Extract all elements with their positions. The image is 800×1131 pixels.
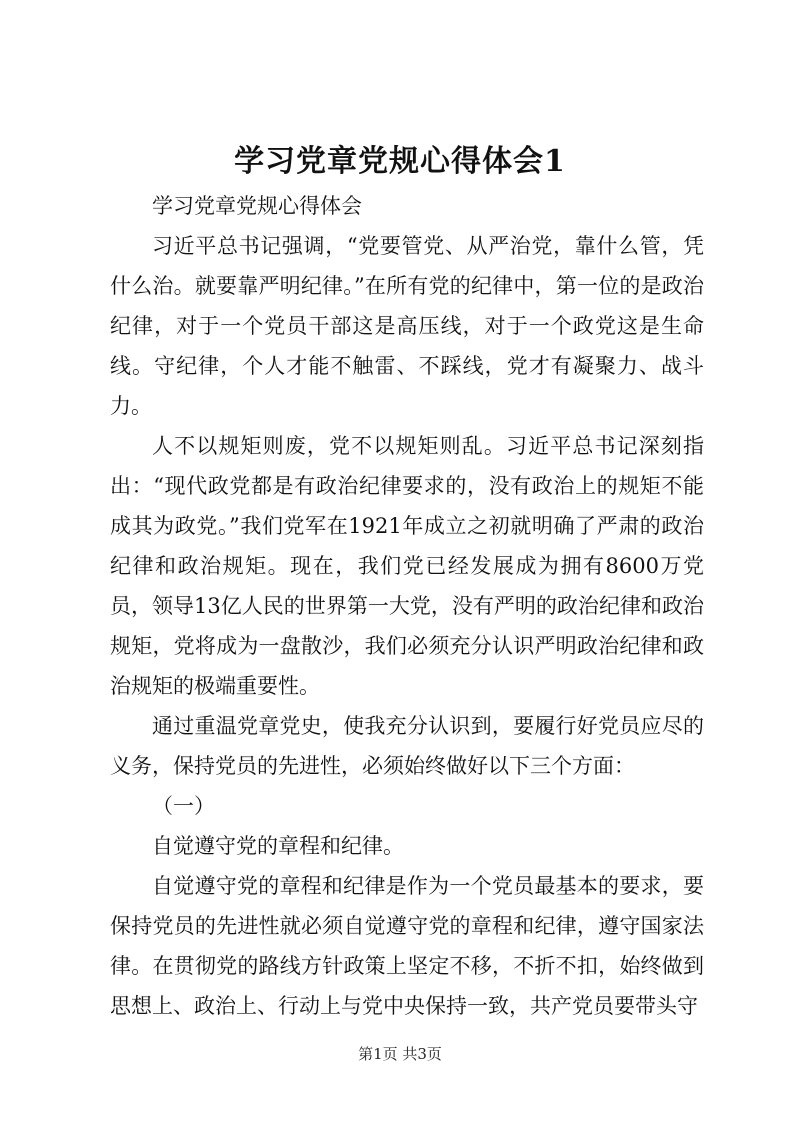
- paragraph: 通过重温党章党史，使我充分认识到，要履行好党员应尽的义务，保持党员的先进性，必须始终做好以下三个方面：: [110, 714, 704, 778]
- section-heading: 自觉遵守党的章程和纪律。: [152, 834, 404, 858]
- page-footer: 第1页 共3页: [358, 1045, 442, 1063]
- paragraph: 习近平总书记强调，“党要管党、从严治党，靠什么管，凭什么治。就要靠严明纪律。”在所有党的纪律中，第一位的是政治纪律，对于一个党员干部这是高压线，对于一个政党这是生命线。守纪律，个人才能不触雷、不踩线，党才有凝聚力、战斗力。: [110, 234, 704, 418]
- document-body: [110, 186, 704, 1026]
- paragraph: 人不以规矩则废，党不以规矩则乱。习近平总书记深刻指出：“现代政党都是有政治纪律要求的，没有政治上的规矩不能成其为政党。”我们党军在1921年成立之初就明确了严肃的政治纪律和政治规矩。现在，我们党已经发展成为拥有8600万党员，领导13亿人民的世界第一大党，没有严明的政治纪律和政治规矩，党将成为一盘散沙，我们必须充分认识严明政治纪律和政治规矩的极端重要性。: [110, 434, 704, 698]
- document-title: 学习党章党规心得体会1: [234, 144, 566, 179]
- paragraph: 自觉遵守党的章程和纪律是作为一个党员最基本的要求，要保持党员的先进性就必须自觉遵守党的章程和纪律，遵守国家法律。在贯彻党的路线方针政策上坚定不移，不折不扣，始终做到思想上、政治上、行动上与党中央保持一致，共产党员要带头守: [110, 874, 704, 1018]
- paragraph-subtitle: 学习党章党规心得体会: [152, 194, 362, 218]
- section-number: （一）: [152, 794, 215, 818]
